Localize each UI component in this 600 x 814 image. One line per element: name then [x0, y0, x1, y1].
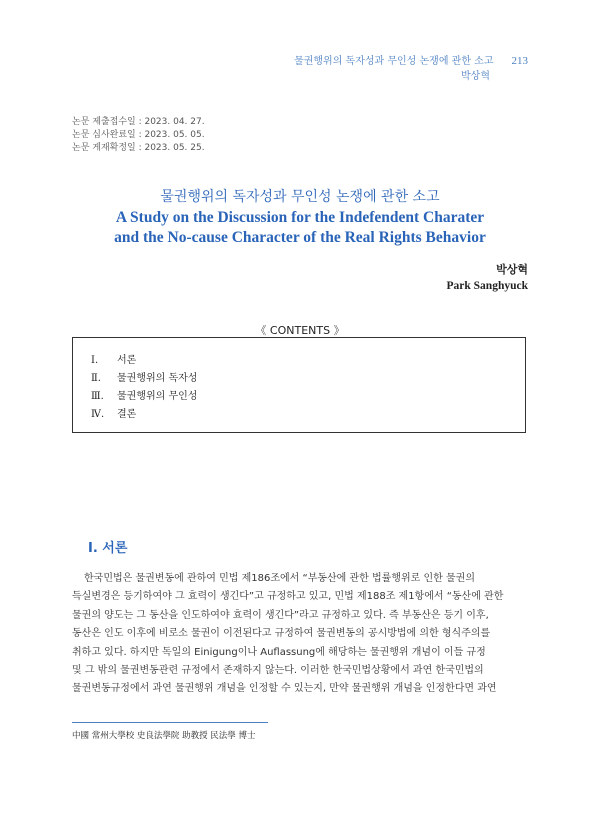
- author-korean: 박상혁: [496, 263, 528, 276]
- title-english-line1: A Study on the Discussion for the Indefendent Charater: [115, 209, 485, 226]
- section-heading: Ⅰ. 서론: [88, 541, 128, 556]
- page-number: 213: [511, 55, 528, 67]
- body-line: 물권의 양도는 그 동산을 인도하여야 효력이 생긴다”라고 규정하고 있다. 즉 부동산은 등기 이후,: [72, 609, 489, 621]
- contents-item-label: 결론: [117, 409, 137, 420]
- body-line: 및 그 밖의 물권변동관련 규정에서 존재하지 않는다. 이러한 한국민법상황에서 과연 한국민법의: [72, 665, 484, 677]
- body-line: 동산은 인도 이후에 비로소 물권이 이전된다고 규정하여 물권변동의 공시방법에 의한 형식주의를: [72, 628, 491, 640]
- contents-item[interactable]: [91, 388, 197, 406]
- body-line: 득실변경은 등기하여야 그 효력이 생긴다”고 규정하고 있고, 민법 제188조 제1항에서 “동산에 관한: [72, 591, 504, 603]
- contents-item[interactable]: [91, 352, 197, 370]
- contents-box: [72, 337, 526, 433]
- body-line: 물권변동규정에서 과연 물권행위 개념을 인정할 수 있는지, 만약 물권행위 개념을 인정한다면 과연: [72, 683, 497, 695]
- contents-item-number: Ⅳ.: [91, 409, 105, 420]
- body-line: 취하고 있다. 하지만 독일의 Einigung이나 Auflassung에 해당하는 물권행위 개념이 이들 규정: [72, 646, 486, 658]
- body-paragraph: [72, 570, 528, 699]
- title-korean: 물권행위의 독자성과 무인성 논쟁에 관한 소고: [160, 189, 440, 205]
- contents-item-label: 서론: [117, 355, 137, 366]
- author-english: Park Sanghyuck: [446, 280, 528, 292]
- author-affiliation-footnote: 中國 常州大學校 史良法學院 助教授 民法學 博士: [72, 731, 256, 741]
- author-block: [447, 262, 528, 294]
- date-accepted: 논문 게재확정일 : 2023. 05. 25.: [72, 143, 205, 153]
- contents-item-label: 물권행위의 무인성: [117, 391, 198, 402]
- contents-heading: 《 CONTENTS 》: [255, 324, 345, 337]
- contents-list: [91, 352, 197, 424]
- title-english-line2: and the No-cause Character of the Real Rights Behavior: [114, 229, 486, 246]
- contents-item[interactable]: [91, 406, 197, 424]
- contents-item-number: Ⅰ.: [91, 355, 99, 366]
- date-reviewed: 논문 심사완료일 : 2023. 05. 05.: [72, 130, 205, 140]
- title-english: [0, 208, 600, 248]
- date-received: 논문 제출접수일 : 2023. 04. 27.: [72, 117, 205, 127]
- contents-item[interactable]: [91, 370, 197, 388]
- contents-item-label: 물권행위의 독자성: [117, 373, 198, 384]
- running-head-author: 박상혁: [461, 71, 490, 82]
- footnote-divider: [72, 722, 268, 723]
- running-head-title: 물권행위의 독자성과 무인성 논쟁에 관한 소고: [294, 56, 494, 67]
- submission-dates: [72, 116, 205, 155]
- contents-item-number: Ⅲ.: [91, 391, 104, 402]
- running-head: [294, 54, 528, 84]
- body-line: 한국민법은 물권변동에 관하여 민법 제186조에서 “부동산에 관한 법률행위로 인한 물권의: [84, 573, 475, 584]
- contents-item-number: Ⅱ.: [91, 373, 101, 384]
